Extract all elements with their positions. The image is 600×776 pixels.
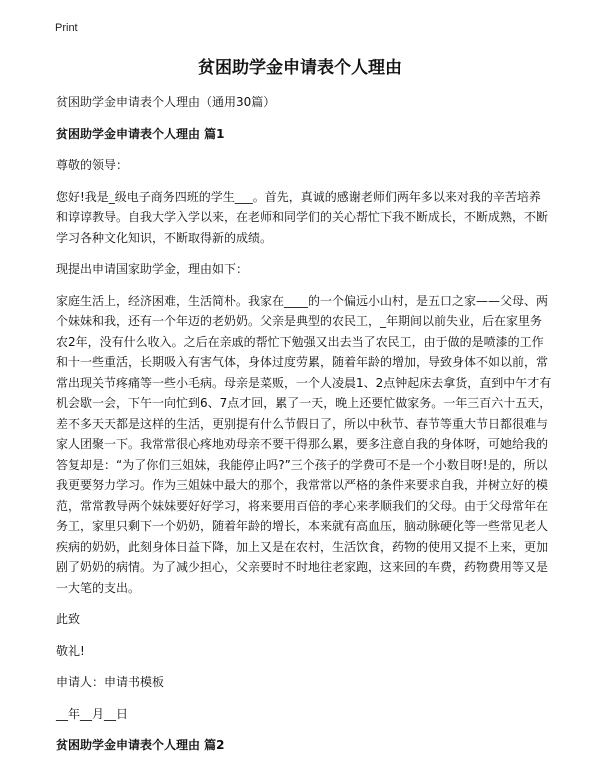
closing-greeting: 此致 [56,612,81,626]
document-subtitle: 贫困助学金申请表个人理由（通用30篇） [56,95,276,109]
salutation: 尊敬的领导： [56,158,129,172]
applicant-line: 申请人：申请书模板 [56,675,165,689]
section-heading-2: 贫困助学金申请表个人理由 篇2 [56,738,225,752]
date-line: __年__月__日 [56,706,129,721]
section-heading-1: 贫困助学金申请表个人理由 篇1 [56,126,225,141]
paragraph-intro: 您好!我是_级电子商务四班的学生___。首先，真诚的感谢老师们两年多以来对我的辛苦培养和谆谆教导。自我大学入学以来，在老师和同学们的关心帮忙下我不断成长，不断成熟，不断学习各种文化知识，不断取得新的成绩。 [56,189,549,245]
closing-salute: 敬礼! [56,643,85,658]
document-title: 贫困助学金申请表个人理由 [198,58,402,78]
paragraph-family: 家庭生活上，经济困难，生活简朴。我家在____的一个偏远小山村，是五口之家——父母、两个妹妹和我，还有一个年迈的老奶奶。父亲是典型的农民工，_年期间以前失业，后在家里务农2年，没有什么收入。之后在亲戚的帮忙下勉强又出去当了农民工，由于做的是喷漆的工作和十一些重活，长期吸入有害气体，身体过度劳累，随着年龄的增加，导致身体不如以前，常常出现关节疼痛等一些小毛病。母亲是菜贩，一个人凌晨1、2点钟起床去拿货，直到中午才有机会歇一会，下午一向忙到6、7点才回，累了一天，晚上还要忙做家务。一年三百六十五天，差不多天天都是这样的生活，更别提有什么节假日了，所以中秋节、春节等重大节日都很难与家人团聚一下。我常常很心疼地劝母亲不要干得那么累，要多注意自我的身体呀，可她给我的答复却是：“为了你们三姐妹，我能停止吗?”三个孩子的学费可不是一个小数目呀!是的，所以我更要努力学习。作为三姐妹中最大的那个，我常常以严格的条件来要求自我，并树立好的模范，常常教导两个妹妹要好好学习，将来要用百倍的孝心来孝顺我们的父母。由于父母常年在务工，家里只剩下一个奶奶，随着年龄的增长，本来就有高血压，脑动脉硬化等一些常见老人疾病的奶奶，此刻身体日益下降，加上又是在农村，生活饮食，药物的使用又提不上来，更加剧了奶奶的病情。为了减少担心，父亲要时不时地往老家跑，这来回的车费，药物费用等又是一大笔的支出。 [56,293,552,595]
print-link[interactable]: Print [55,22,78,34]
document-body [56,92,552,767]
paragraph-request: 现提出申请国家助学金，理由如下： [56,262,249,276]
